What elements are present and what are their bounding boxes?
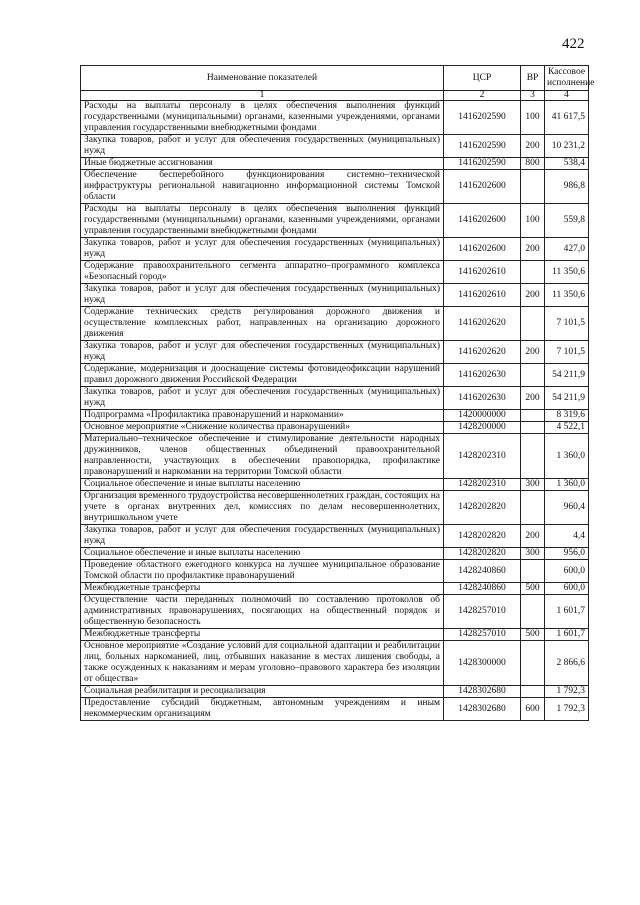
row-csr: 1420000000 xyxy=(444,410,521,422)
row-csr: 1416202600 xyxy=(444,238,521,261)
row-vr: 200 xyxy=(521,341,545,364)
row-csr: 1428257010 xyxy=(444,629,521,641)
row-csr: 1416202590 xyxy=(444,158,521,170)
row-vr xyxy=(521,595,545,629)
row-name: Иные бюджетные ассигнования xyxy=(81,158,444,170)
table-row xyxy=(81,560,589,583)
table-row xyxy=(81,238,589,261)
row-name: Межбюджетные трансферты xyxy=(81,629,444,641)
row-vr: 300 xyxy=(521,479,545,491)
row-vr xyxy=(521,434,545,479)
row-sum: 54 211,9 xyxy=(545,364,589,387)
row-sum: 538,4 xyxy=(545,158,589,170)
column-number-2: 2 xyxy=(444,91,521,101)
table-row xyxy=(81,686,589,698)
row-sum: 11 350,6 xyxy=(545,284,589,307)
table-row xyxy=(81,548,589,560)
table-row xyxy=(81,595,589,629)
row-name: Основное мероприятие «Создание условий для социальной адаптации и реабилитации лиц, больных наркоманией, лиц, отбывших наказание в местах лишения свободы, а также осужденных к наказаниям и мерам уголовно–правового характера без изоляции от общества» xyxy=(81,641,444,686)
table-row xyxy=(81,422,589,434)
row-vr: 200 xyxy=(521,284,545,307)
header-sum: Кассовое исполнение xyxy=(545,66,589,91)
row-sum: 1 601,7 xyxy=(545,629,589,641)
row-sum: 1 360,0 xyxy=(545,434,589,479)
row-vr: 200 xyxy=(521,238,545,261)
row-vr: 800 xyxy=(521,158,545,170)
row-vr: 500 xyxy=(521,629,545,641)
table-row xyxy=(81,479,589,491)
row-name: Закупка товаров, работ и услуг для обеспечения государственных (муниципальных) нужд xyxy=(81,238,444,261)
row-name: Содержание правоохранительного сегмента аппаратно–программного комплекса «Безопасный город» xyxy=(81,261,444,284)
column-number-row xyxy=(81,91,589,101)
row-sum: 1 792,3 xyxy=(545,698,589,721)
row-sum: 427,0 xyxy=(545,238,589,261)
header-name: Наименование показателей xyxy=(81,66,444,91)
row-vr xyxy=(521,491,545,525)
table-row xyxy=(81,641,589,686)
row-name: Закупка товаров, работ и услуг для обеспечения государственных (муниципальных) нужд xyxy=(81,525,444,548)
row-sum: 1 360,0 xyxy=(545,479,589,491)
row-csr: 1416202600 xyxy=(444,204,521,238)
row-sum: 2 866,6 xyxy=(545,641,589,686)
row-csr: 1416202590 xyxy=(444,101,521,135)
row-sum: 7 101,5 xyxy=(545,341,589,364)
table-row xyxy=(81,101,589,135)
row-sum: 1 601,7 xyxy=(545,595,589,629)
row-csr: 1428257010 xyxy=(444,595,521,629)
header-vr: ВР xyxy=(521,66,545,91)
row-vr xyxy=(521,422,545,434)
row-sum: 4,4 xyxy=(545,525,589,548)
row-name: Осуществление части переданных полномочий по составлению протоколов об административных правонарушениях, посягающих на общественный порядок и общественную безопасность xyxy=(81,595,444,629)
row-vr: 100 xyxy=(521,101,545,135)
row-sum: 600,0 xyxy=(545,560,589,583)
row-vr: 200 xyxy=(521,387,545,410)
row-sum: 559,8 xyxy=(545,204,589,238)
row-sum: 986,8 xyxy=(545,170,589,204)
row-name: Социальное обеспечение и иные выплаты населению xyxy=(81,479,444,491)
table-row xyxy=(81,629,589,641)
row-sum: 600,0 xyxy=(545,583,589,595)
column-number-3: 3 xyxy=(521,91,545,101)
row-csr: 1428202310 xyxy=(444,479,521,491)
table-header-row xyxy=(81,66,589,91)
table-row xyxy=(81,204,589,238)
row-vr xyxy=(521,560,545,583)
row-csr: 1428240860 xyxy=(444,560,521,583)
row-sum: 7 101,5 xyxy=(545,307,589,341)
table-row xyxy=(81,158,589,170)
row-csr: 1428240860 xyxy=(444,583,521,595)
row-csr: 1416202620 xyxy=(444,307,521,341)
table-row xyxy=(81,583,589,595)
table-row xyxy=(81,135,589,158)
table-row xyxy=(81,434,589,479)
column-number-1: 1 xyxy=(81,91,444,101)
table-row xyxy=(81,387,589,410)
row-sum: 4 522,1 xyxy=(545,422,589,434)
page-number: 422 xyxy=(562,36,585,52)
row-name: Предоставление субсидий бюджетным, автономным учреждениям и иным некоммерческим организациям xyxy=(81,698,444,721)
row-name: Социальная реабилитация и ресоциализация xyxy=(81,686,444,698)
table-row xyxy=(81,698,589,721)
row-vr: 100 xyxy=(521,204,545,238)
table-row xyxy=(81,284,589,307)
row-sum: 1 792,3 xyxy=(545,686,589,698)
row-sum: 11 350,6 xyxy=(545,261,589,284)
table-row xyxy=(81,364,589,387)
row-name: Содержание, модернизация и дооснащение системы фотовидеофиксации нарушений правил дорожного движения Российской Федерации xyxy=(81,364,444,387)
row-vr xyxy=(521,307,545,341)
row-csr: 1416202630 xyxy=(444,364,521,387)
table-row xyxy=(81,261,589,284)
row-name: Закупка товаров, работ и услуг для обеспечения государственных (муниципальных) нужд xyxy=(81,387,444,410)
row-vr xyxy=(521,686,545,698)
row-csr: 1416202610 xyxy=(444,261,521,284)
row-csr: 1428302680 xyxy=(444,698,521,721)
row-vr xyxy=(521,170,545,204)
row-vr xyxy=(521,364,545,387)
row-name: Проведение областного ежегодного конкурса на лучшее муниципальное образование Томской области по профилактике правонарушений xyxy=(81,560,444,583)
table-row xyxy=(81,170,589,204)
row-name: Закупка товаров, работ и услуг для обеспечения государственных (муниципальных) нужд xyxy=(81,284,444,307)
table-row xyxy=(81,410,589,422)
row-csr: 1428200000 xyxy=(444,422,521,434)
column-number-4: 4 xyxy=(545,91,589,101)
row-csr: 1416202620 xyxy=(444,341,521,364)
row-name: Содержание технических средств регулирования дорожного движения и осуществление комплексных работ, направленных на организацию дорожного движения xyxy=(81,307,444,341)
row-csr: 1416202610 xyxy=(444,284,521,307)
row-name: Материально–техническое обеспечение и стимулирование деятельности народных дружинников, членов общественных объединений правоохранительной направленности, участвующих в обеспечении правопорядка, профилактике правонарушений и наркомании на территории Томской области xyxy=(81,434,444,479)
table-row xyxy=(81,525,589,548)
row-csr: 1416202600 xyxy=(444,170,521,204)
table-body xyxy=(81,101,589,721)
row-name: Организация временного трудоустройства несовершеннолетних граждан, состоящих на учете в органах внутренних дел, комиссиях по делам несовершеннолетних, внутришкольном учете xyxy=(81,491,444,525)
row-vr: 500 xyxy=(521,583,545,595)
row-name: Расходы на выплаты персоналу в целях обеспечения выполнения функций государственными (муниципальными) органами, казенными учреждениями, органами управления государственными внебюджетными фондами xyxy=(81,101,444,135)
row-csr: 1428302680 xyxy=(444,686,521,698)
row-name: Закупка товаров, работ и услуг для обеспечения государственных (муниципальных) нужд xyxy=(81,135,444,158)
row-sum: 956,0 xyxy=(545,548,589,560)
table-row xyxy=(81,307,589,341)
table-row xyxy=(81,341,589,364)
row-sum: 54 211,9 xyxy=(545,387,589,410)
row-vr xyxy=(521,261,545,284)
row-vr: 600 xyxy=(521,698,545,721)
row-csr: 1428202820 xyxy=(444,525,521,548)
row-csr: 1428202310 xyxy=(444,434,521,479)
row-csr: 1428202820 xyxy=(444,548,521,560)
header-csr: ЦСР xyxy=(444,66,521,91)
row-csr: 1416202590 xyxy=(444,135,521,158)
row-vr: 200 xyxy=(521,135,545,158)
row-csr: 1416202630 xyxy=(444,387,521,410)
row-vr xyxy=(521,410,545,422)
row-vr: 300 xyxy=(521,548,545,560)
budget-execution-table xyxy=(80,65,595,721)
table-row xyxy=(81,491,589,525)
row-name: Социальное обеспечение и иные выплаты населению xyxy=(81,548,444,560)
row-name: Подпрограмма «Профилактика правонарушений и наркомании» xyxy=(81,410,444,422)
row-name: Межбюджетные трансферты xyxy=(81,583,444,595)
row-vr xyxy=(521,641,545,686)
row-csr: 1428300000 xyxy=(444,641,521,686)
row-sum: 41 617,5 xyxy=(545,101,589,135)
row-sum: 10 231,2 xyxy=(545,135,589,158)
row-sum: 960,4 xyxy=(545,491,589,525)
row-name: Закупка товаров, работ и услуг для обеспечения государственных (муниципальных) нужд xyxy=(81,341,444,364)
row-sum: 8 319,6 xyxy=(545,410,589,422)
row-vr: 200 xyxy=(521,525,545,548)
row-name: Расходы на выплаты персоналу в целях обеспечения выполнения функций государственными (муниципальными) органами, казенными учреждениями, органами управления государственными внебюджетными фондами xyxy=(81,204,444,238)
row-name: Основное мероприятие «Снижение количества правонарушений» xyxy=(81,422,444,434)
row-csr: 1428202820 xyxy=(444,491,521,525)
row-name: Обеспечение бесперебойного функционирования системно–технической инфраструктуры региональной навигационно информационной системы Томской области xyxy=(81,170,444,204)
